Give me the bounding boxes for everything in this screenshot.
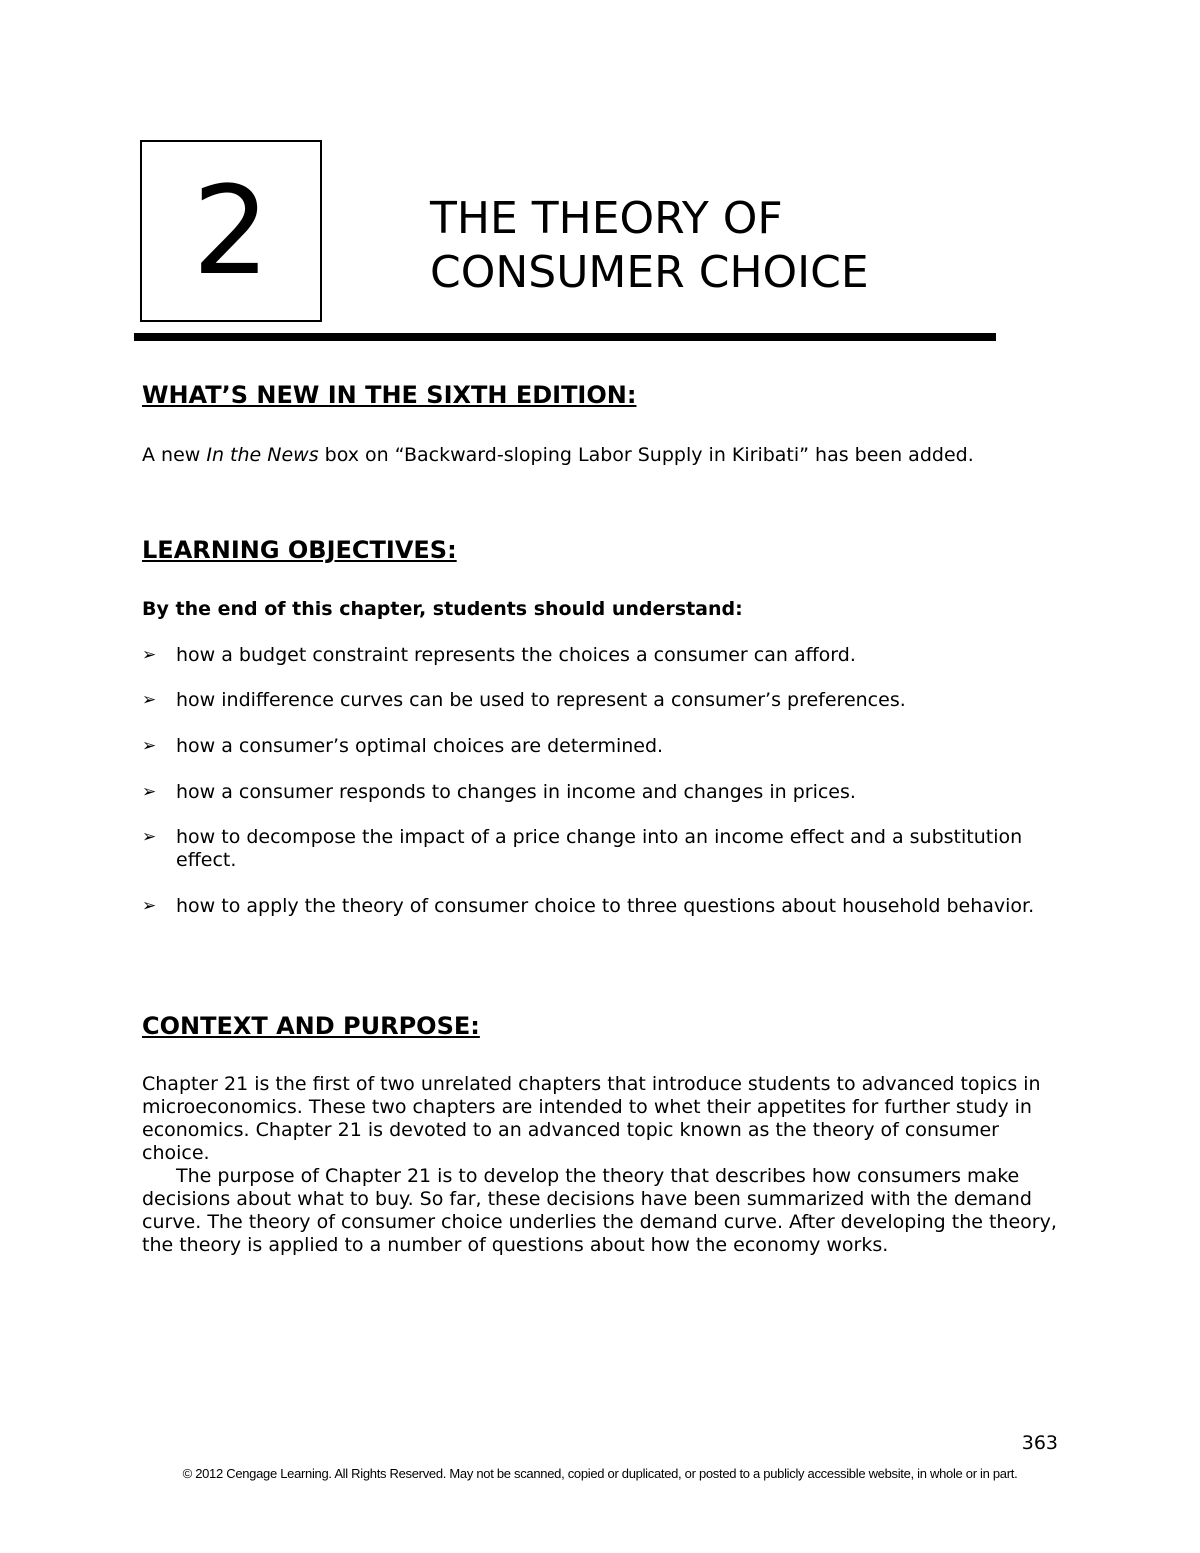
bullet-arrow-icon: ➢ xyxy=(142,690,157,710)
bullet-arrow-icon: ➢ xyxy=(142,736,157,756)
objective-item-text: how to decompose the impact of a price change into an income effect and a substitution effect. xyxy=(176,826,1023,871)
objective-item xyxy=(142,689,1062,712)
context-body xyxy=(142,1073,1062,1257)
whats-new-heading: WHAT’S NEW IN THE SIXTH EDITION: xyxy=(142,381,637,409)
objective-item xyxy=(142,644,1062,667)
whats-new-text xyxy=(142,444,974,467)
context-paragraph: Chapter 21 is the first of two unrelated chapters that introduce students to advanced topics in microeconomics. These two chapters are intended to whet their appetites for further study in economics. Chapter 21 is devoted to an advanced topic known as the theory of consumer choice. xyxy=(142,1073,1041,1164)
objective-item-text: how a consumer responds to changes in income and changes in prices. xyxy=(176,781,856,803)
whats-new-text-before: A new xyxy=(142,444,207,466)
title-divider xyxy=(134,333,996,341)
objective-item xyxy=(142,826,1062,872)
objectives-lead: By the end of this chapter, students should understand: xyxy=(142,598,743,620)
chapter-number-box xyxy=(140,140,322,322)
objective-item xyxy=(142,735,1062,758)
page-number: 363 xyxy=(1021,1432,1058,1454)
context-purpose-heading: CONTEXT AND PURPOSE: xyxy=(142,1012,480,1040)
bullet-arrow-icon: ➢ xyxy=(142,896,157,916)
bullet-arrow-icon: ➢ xyxy=(142,782,157,802)
objective-item-text: how to apply the theory of consumer choice to three questions about household behavior. xyxy=(176,895,1035,917)
bullet-arrow-icon: ➢ xyxy=(142,827,157,847)
context-paragraph: The purpose of Chapter 21 is to develop the theory that describes how consumers make decisions about what to buy. So far, these decisions have been summarized with the demand curve. The theory of consumer choice underlies the demand curve. After developing the theory, the theory is applied to a number of questions about how the economy works. xyxy=(142,1165,1057,1256)
objective-item-text: how a consumer’s optimal choices are determined. xyxy=(176,735,664,757)
learning-objectives-heading: LEARNING OBJECTIVES: xyxy=(142,536,457,564)
objective-item xyxy=(142,895,1062,918)
copyright-notice: © 2012 Cengage Learning. All Rights Reserved. May not be scanned, copied or duplicated, or posted to a publicly accessible website, in whole or in part. xyxy=(182,1466,1018,1481)
whats-new-text-after: box on “Backward-sloping Labor Supply in Kiribati” has been added. xyxy=(318,444,974,466)
bullet-arrow-icon: ➢ xyxy=(142,645,157,665)
objective-item-text: how a budget constraint represents the choices a consumer can afford. xyxy=(176,644,856,666)
objective-item-text: how indifference curves can be used to represent a consumer’s preferences. xyxy=(176,689,906,711)
objective-item xyxy=(142,781,1062,804)
chapter-title xyxy=(430,192,869,300)
chapter-title-line-2: CONSUMER CHOICE xyxy=(430,247,869,298)
chapter-number: 2 xyxy=(192,160,270,302)
whats-new-text-italic: In the News xyxy=(206,444,319,466)
chapter-title-line-1: THE THEORY OF xyxy=(430,193,783,244)
